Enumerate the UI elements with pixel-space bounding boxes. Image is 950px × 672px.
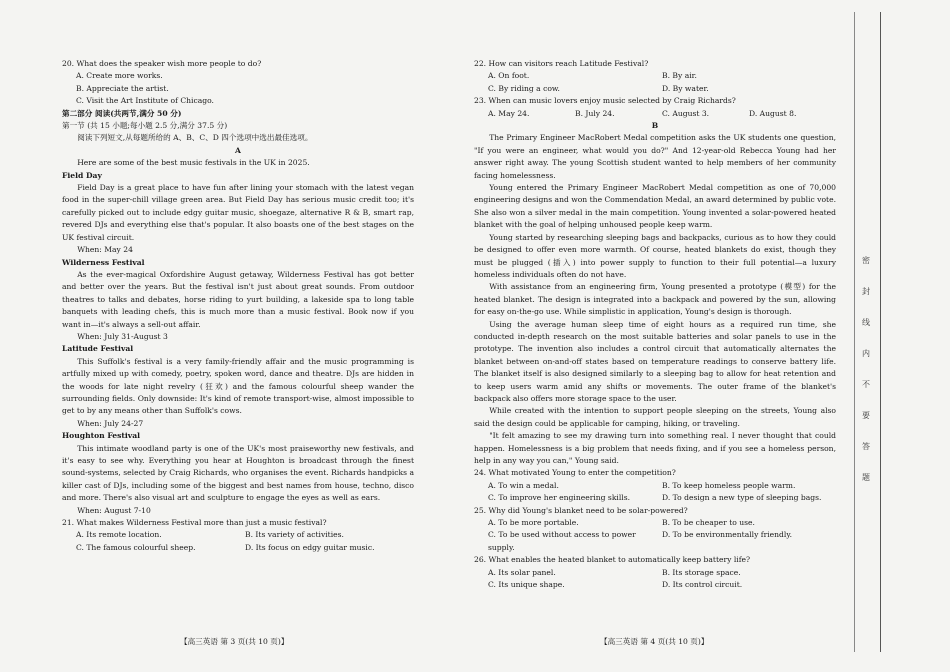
binding-char: 线 [862, 318, 870, 327]
binding-char: 不 [862, 380, 870, 389]
q23-option-d: D. August 8. [749, 108, 797, 118]
binding-char: 要 [862, 411, 870, 420]
passage-paragraph: The Primary Engineer MacRobert Medal competition asks the UK students one question, "If you were an engineer, what would you do?" And 12-year-old Rebecca Young had her answer right away. The young Scottish student wanted to help members of her community facing homelessness. [474, 133, 836, 180]
q20-option-a: A. Create more works. [76, 71, 163, 81]
festival-body: Field Day is a great place to have fun after lining your stomach with the latest vegan food in the super-chill village green area. But Field Day has serious music credit too; it's carefully picked out to include edgy guitar music, shoegaze, alternative R & B, smart rap, revered DJs and everything else that's popular. It also boasts one of the best stages on the UK festival circuit. [62, 183, 414, 242]
passage-a-label: A [235, 145, 241, 155]
passage-intro: Here are some of the best music festivals in the UK in 2025. [77, 158, 310, 168]
binding-line [880, 12, 881, 652]
right-page-footer: 【高三英语 第 4 页(共 10 页)】 [600, 637, 709, 646]
binding-char: 题 [862, 473, 870, 482]
passage-paragraph: Using the average human sleep time of eight hours as a required run time, she conducted in-depth research on the most suitable batteries and solar panels to use in the prototype. The invention also includes a control circuit that automatically alternates the blanket between on-and-off states based on temperature readings to conserve battery life. The blanket itself is also designed similarly to a sleeping bag to allow for heat retention and to keep users warm amid any shifts or movements. The outer frame of the blanket's backpack also offers more storage space to the user. [474, 319, 836, 403]
passage-paragraph: "It felt amazing to see my drawing turn into something real. I never thought that could happen. Homelessness is a big problem that needs fixing, and if you see a homeless person, help in any way you can," Young said. [474, 431, 836, 465]
festival-name: Houghton Festival [62, 431, 141, 441]
passage-paragraph: While created with the intention to support people sleeping on the streets, Young also said the design could be applicable for camping, hiking, or traveling. [474, 406, 836, 428]
q24-option-c: C. To improve her engineering skills. [488, 493, 631, 503]
q24-option-a: A. To win a medal. [488, 480, 559, 490]
q23-option-c: C. August 3. [662, 108, 710, 118]
q23-stem: 23. When can music lovers enjoy music selected by Craig Richards? [474, 96, 736, 106]
festival-when: When: May 24 [77, 245, 133, 255]
q22-option-c: C. By riding a cow. [488, 83, 560, 93]
q20-option-c: C. Visit the Art Institute of Chicago. [76, 96, 214, 106]
q22-stem: 22. How can visitors reach Latitude Festival? [474, 59, 649, 68]
passage-b-label: B [651, 121, 659, 131]
part-heading: 第二部分 阅读(共两节,满分 50 分) [62, 108, 182, 118]
q23-options [474, 108, 836, 120]
q24-option-d: D. To design a new type of sleeping bags. [662, 493, 822, 503]
q21-option-a: A. Its remote location. [76, 530, 162, 540]
q25-stem: 25. Why did Young's blanket need to be solar-powered? [474, 505, 688, 515]
q21-option-c: C. The famous colourful sheep. [76, 542, 196, 552]
q26-option-d: D. Its control circuit. [662, 580, 743, 590]
q26-option-b: B. Its storage space. [662, 567, 741, 577]
section-heading: 第一节 (共 15 小题;每小题 2.5 分,满分 37.5 分) [62, 121, 228, 131]
q25-option-c: C. To be used without access to power supply. [488, 530, 636, 552]
q22-option-a: A. On foot. [488, 71, 530, 81]
q22-option-d: D. By water. [662, 83, 709, 93]
q25-options [474, 517, 836, 554]
festival-body: This Suffolk's festival is a very family-friendly affair and the music programming is artfully mixed up with comedy, poetry, spoken word, dance and theatre. DJs are hidden in the woods for late night revelry (狂欢) and the famous colourful sheep wander the surrounding fields. Only downside: It's kind of remote transport-wise, almost impossible to get to by any means other than Suffolk's cows. [62, 356, 414, 416]
binding-notice [860, 245, 872, 493]
festival-name: Field Day [62, 170, 102, 180]
q26-stem: 26. What enables the heated blanket to automatically keep battery life? [474, 555, 751, 565]
festival-when: When: August 7-10 [77, 505, 151, 515]
festival-body: As the ever-magical Oxfordshire August getaway, Wilderness Festival has got better and better over the years. But the festival isn't just about great sounds. From outdoor theatres to talks and debates, horse riding to yurt building, a lakeside spa to long table banquets with leading chefs, this is much more than a music festival. Book now if you want in—it's always a sell-out affair. [62, 269, 414, 329]
festival-body: This intimate woodland party is one of the UK's most praiseworthy new festivals, and it's easy to see why. Everything you hear at Houghton is broadcast through the finest sound-systems, selected by Craig Richards, who organises the event. Richards handpicks a killer cast of DJs, including some of the biggest and best names from house, techno, disco and more. There's also visual art and sculpture to engage the eyes as well as ears. [62, 443, 414, 503]
festival-name: Latitude Festival [62, 344, 134, 354]
q25-option-a: A. To be more portable. [488, 518, 579, 528]
q21-stem: 21. What makes Wilderness Festival more than just a music festival? [62, 518, 327, 528]
left-column [62, 58, 414, 554]
q21-option-b: B. Its variety of activities. [245, 530, 344, 540]
right-column [474, 58, 836, 591]
binding-line [854, 12, 855, 652]
left-page-footer: 【高三英语 第 3 页(共 10 页)】 [180, 637, 289, 646]
q21-options [62, 529, 414, 554]
q24-stem: 24. What motivated Young to enter the competition? [474, 468, 676, 478]
passage-paragraph: Young entered the Primary Engineer MacRobert Medal competition as one of 70,000 engineering designs and won the Commendation Medal, an award determined by public vote. She also won a silver medal in the main competition. Young invented a solar-powered heated blanket with the goal of helping unhoused people keep warm. [474, 183, 836, 230]
q26-option-c: C. Its unique shape. [488, 580, 565, 590]
instruction: 阅读下列短文,从每题所给的 A、B、C、D 四个选项中选出最佳选项。 [77, 133, 313, 143]
passage-paragraph: With assistance from an engineering firm, Young presented a prototype (模型) for the heated blanket. The design is integrated into a backpack and powered by the sun, allowing for easy on-the-go use. While simplistic in application, Young's design is thorough. [474, 282, 836, 317]
q26-option-a: A. Its solar panel. [488, 567, 556, 577]
festival-when: When: July 31-August 3 [77, 331, 168, 341]
q20-stem: 20. What does the speaker wish more people to do? [62, 59, 262, 68]
q22-option-b: B. By air. [662, 71, 697, 81]
binding-char: 密 [862, 256, 870, 265]
q21-option-d: D. Its focus on edgy guitar music. [245, 542, 375, 552]
festival-when: When: July 24-27 [77, 418, 144, 428]
q23-option-b: B. July 24. [575, 108, 615, 118]
q20-option-b: B. Appreciate the artist. [76, 83, 169, 93]
festival-name: Wilderness Festival [62, 257, 145, 267]
q25-option-d: D. To be environmentally friendly. [662, 530, 793, 540]
binding-char: 答 [862, 442, 870, 451]
binding-char: 内 [862, 349, 870, 358]
q22-options [474, 70, 836, 95]
q23-option-a: A. May 24. [488, 108, 530, 118]
binding-char: 封 [862, 287, 870, 296]
passage-paragraph: Young started by researching sleeping bags and backpacks, curious as to how they could be designed to offer even more warmth. Of course, heated blankets do exist, though they must be plugged (插入) into power supply to function to their full potential—a luxury homeless individuals often do not have. [474, 232, 836, 279]
q26-options [474, 567, 836, 592]
q25-option-b: B. To be cheaper to use. [662, 518, 755, 528]
q24-option-b: B. To keep homeless people warm. [662, 480, 796, 490]
q24-options [474, 480, 836, 505]
